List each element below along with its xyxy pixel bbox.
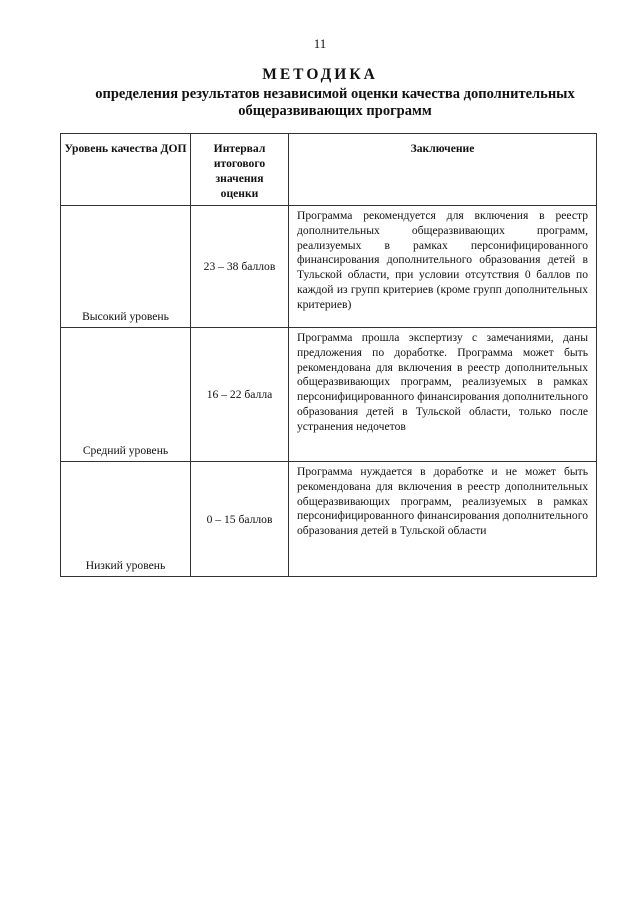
interval-mid: 16 – 22 балла — [191, 328, 289, 462]
header-level: Уровень качества ДОП — [61, 134, 191, 206]
table-row — [61, 462, 597, 577]
document-title: МЕТОДИКА — [262, 66, 378, 83]
header-interval: Интервал итогового значения оценки — [191, 134, 289, 206]
interval-high: 23 – 38 баллов — [191, 206, 289, 328]
level-cell — [61, 206, 191, 328]
table-row — [61, 206, 597, 328]
assessment-table — [60, 133, 597, 577]
table-row — [61, 328, 597, 462]
conclusion-high: Программа рекомендуется для включения в реестр дополнительных общеразвивающих программ, реализуемых в рамках персонифицированного финансирования дополнительного образования детей в Тульской области, при условии отсутствия 0 баллов по каждой из групп критериев (кроме групп дополнительных критериев) — [289, 206, 597, 328]
conclusion-mid: Программа прошла экспертизу с замечаниями, даны предложения по доработке. Программа может быть рекомендована для включения в реестр дополнительных общеразвивающих программ, реализуемых в рамках персонифицированного финансирования дополнительного образования детей в Тульской области, только после устранения недочетов — [289, 328, 597, 462]
level-high: Высокий уровень — [82, 310, 169, 323]
level-mid: Средний уровень — [82, 444, 169, 457]
level-cell — [61, 462, 191, 577]
level-cell — [61, 328, 191, 462]
document-subtitle: определения результатов независимой оценки качества дополнительных общеразвивающих программ — [95, 86, 575, 119]
page-number: 11 — [313, 36, 327, 51]
interval-low: 0 – 15 баллов — [191, 462, 289, 577]
header-conclusion: Заключение — [289, 134, 597, 206]
table-header-row — [61, 134, 597, 206]
conclusion-low: Программа нуждается в доработке и не может быть рекомендована для включения в реестр дополнительных общеразвивающих программ, реализуемых в рамках персонифицированного финансирования дополнительного образования детей в Тульской области — [289, 462, 597, 577]
level-low: Низкий уровень — [85, 559, 166, 572]
